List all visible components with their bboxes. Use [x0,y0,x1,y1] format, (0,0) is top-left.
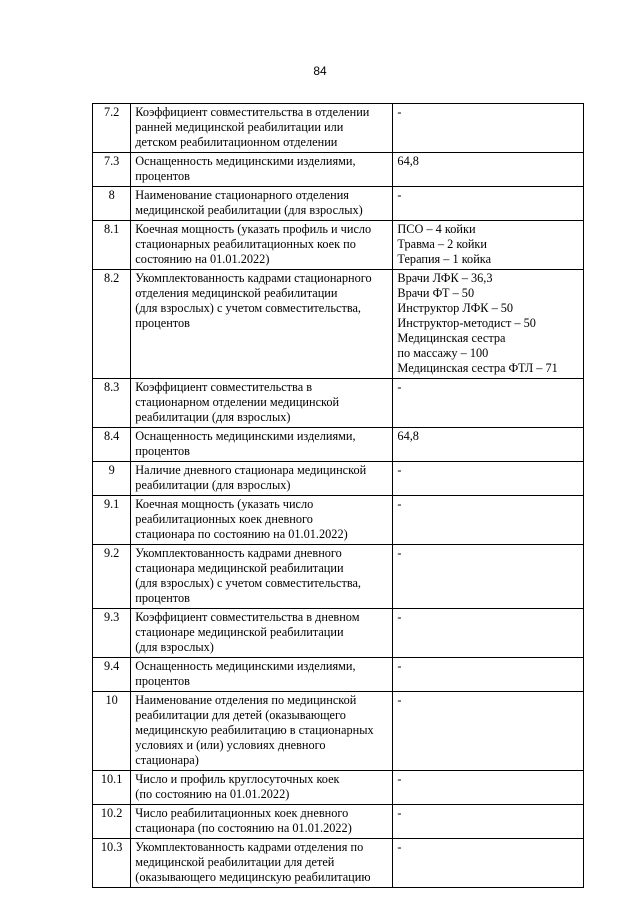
indicator-value-cell: - [393,187,584,221]
indicator-name-cell: Укомплектованность кадрами отделения по медицинской реабилитации для детей (оказывающего медицинскую реабилитацию [131,839,393,888]
indicator-value-cell: 64,8 [393,153,584,187]
table-row [93,187,584,221]
indicator-name-cell: Наименование стационарного отделения медицинской реабилитации (для взрослых) [131,187,393,221]
indicator-name-cell: Наличие дневного стационара медицинской реабилитации (для взрослых) [131,462,393,496]
table-row [93,153,584,187]
row-number-cell: 8.2 [93,270,131,379]
row-number-cell: 9.3 [93,609,131,658]
row-number-cell: 10.1 [93,771,131,805]
indicator-value-cell: - [393,805,584,839]
indicator-name-cell: Укомплектованность кадрами стационарного отделения медицинской реабилитации (для взрослых) с учетом совместительства, процентов [131,270,393,379]
rehabilitation-data-table [92,103,584,888]
indicator-name-cell: Коэффициент совместительства в отделении ранней медицинской реабилитации или детском реабилитационном отделении [131,104,393,153]
indicator-value-cell: - [393,658,584,692]
row-number-cell: 9.1 [93,496,131,545]
table-row [93,270,584,379]
indicator-value-cell: - [393,609,584,658]
row-number-cell: 10.2 [93,805,131,839]
row-number-cell: 9 [93,462,131,496]
indicator-name-cell: Укомплектованность кадрами дневного стационара медицинской реабилитации (для взрослых) с учетом совместительства, процентов [131,545,393,609]
table-row [93,771,584,805]
indicator-value-cell: 64,8 [393,428,584,462]
table-row [93,658,584,692]
row-number-cell: 8.3 [93,379,131,428]
indicator-name-cell: Оснащенность медицинскими изделиями, процентов [131,658,393,692]
indicator-value-cell: - [393,104,584,153]
indicator-name-cell: Число реабилитационных коек дневного стационара (по состоянию на 01.01.2022) [131,805,393,839]
table-row [93,496,584,545]
row-number-cell: 8.4 [93,428,131,462]
table-row [93,839,584,888]
indicator-value-cell: - [393,462,584,496]
table-row [93,104,584,153]
page-number: 84 [313,64,327,78]
indicator-value-cell: - [393,771,584,805]
table-row [93,692,584,771]
indicator-name-cell: Число и профиль круглосуточных коек (по состоянию на 01.01.2022) [131,771,393,805]
indicator-value-cell: - [393,545,584,609]
indicator-name-cell: Коечная мощность (указать число реабилитационных коек дневного стационара по состоянию на 01.01.2022) [131,496,393,545]
table-row [93,379,584,428]
indicator-name-cell: Наименование отделения по медицинской реабилитации для детей (оказывающего медицинскую реабилитацию в стационарных условиях и (или) условиях дневного стационара) [131,692,393,771]
row-number-cell: 9.2 [93,545,131,609]
indicator-name-cell: Коэффициент совместительства в дневном стационаре медицинской реабилитации (для взрослых) [131,609,393,658]
indicator-value-cell: Врачи ЛФК – 36,3 Врачи ФТ – 50 Инструктор ЛФК – 50 Инструктор-методист – 50 Медицинская сестра по массажу – 100 Медицинская сестра ФТЛ – 71 [393,270,584,379]
indicator-value-cell: - [393,692,584,771]
row-number-cell: 7.3 [93,153,131,187]
table-row [93,805,584,839]
indicator-value-cell: ПСО – 4 койки Травма – 2 койки Терапия – 1 койка [393,221,584,270]
indicator-value-cell: - [393,839,584,888]
table-row [93,462,584,496]
table-row [93,221,584,270]
row-number-cell: 10 [93,692,131,771]
indicator-name-cell: Коечная мощность (указать профиль и число стационарных реабилитационных коек по состоянию на 01.01.2022) [131,221,393,270]
row-number-cell: 9.4 [93,658,131,692]
table-row [93,545,584,609]
row-number-cell: 8.1 [93,221,131,270]
row-number-cell: 10.3 [93,839,131,888]
table-body [93,104,584,888]
indicator-name-cell: Коэффициент совместительства в стационарном отделении медицинской реабилитации (для взрослых) [131,379,393,428]
table-row [93,428,584,462]
indicator-name-cell: Оснащенность медицинскими изделиями, процентов [131,153,393,187]
row-number-cell: 7.2 [93,104,131,153]
indicator-value-cell: - [393,379,584,428]
row-number-cell: 8 [93,187,131,221]
indicator-value-cell: - [393,496,584,545]
table-row [93,609,584,658]
indicator-name-cell: Оснащенность медицинскими изделиями, процентов [131,428,393,462]
